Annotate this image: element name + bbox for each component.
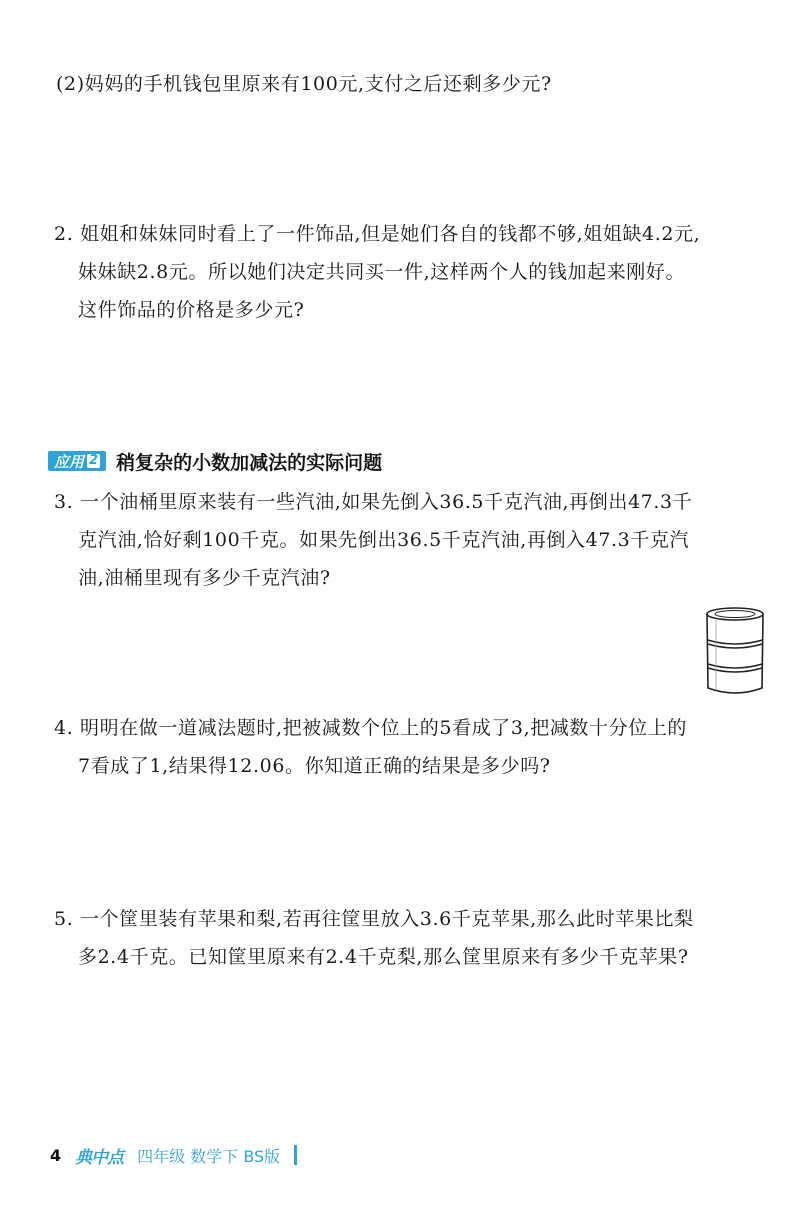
- section-tag-number: 2: [89, 453, 99, 468]
- question-3-line-3: 油,油桶里现有多少千克汽油?: [78, 567, 331, 589]
- question-5-line-1: 5. 一个筐里装有苹果和梨,若再往筐里放入3.6千克苹果,那么此时苹果比梨: [54, 908, 694, 930]
- sub-question-2: (2)妈妈的手机钱包里原来有100元,支付之后还剩多少元?: [56, 73, 552, 95]
- page-number: 4: [50, 1145, 62, 1165]
- section-header: [48, 448, 382, 474]
- question-2-line-3: 这件饰品的价格是多少元?: [78, 299, 305, 321]
- oil-barrel-illustration: [700, 606, 770, 696]
- question-3-line-1: 3. 一个油桶里原来装有一些汽油,如果先倒入36.5千克汽油,再倒出47.3千: [54, 491, 693, 513]
- book-info: 四年级 数学下 BS版: [137, 1146, 281, 1166]
- section-tag-label: 应用: [54, 452, 85, 471]
- question-3-line-2: 克汽油,恰好剩100千克。如果先倒出36.5千克汽油,再倒入47.3千克汽: [78, 529, 690, 551]
- question-2-line-1: 2. 姐姐和妹妹同时看上了一件饰品,但是她们各自的钱都不够,姐姐缺4.2元,: [54, 223, 701, 245]
- section-tag: [48, 451, 106, 471]
- footer-divider: [294, 1145, 297, 1165]
- question-4-line-2: 7看成了1,结果得12.06。你知道正确的结果是多少吗?: [78, 755, 551, 777]
- section-title: 稍复杂的小数加减法的实际问题: [116, 451, 383, 474]
- question-2-line-2: 妹妹缺2.8元。所以她们决定共同买一件,这样两个人的钱加起来刚好。: [78, 261, 686, 283]
- question-4-line-1: 4. 明明在做一道减法题时,把被减数个位上的5看成了3,把减数十分位上的: [54, 717, 688, 739]
- question-5-line-2: 多2.4千克。已知筐里原来有2.4千克梨,那么筐里原来有多少千克苹果?: [78, 946, 689, 968]
- page-footer: [50, 1140, 297, 1170]
- book-logo: [75, 1143, 123, 1168]
- book-logo-text: 典中点: [75, 1147, 124, 1168]
